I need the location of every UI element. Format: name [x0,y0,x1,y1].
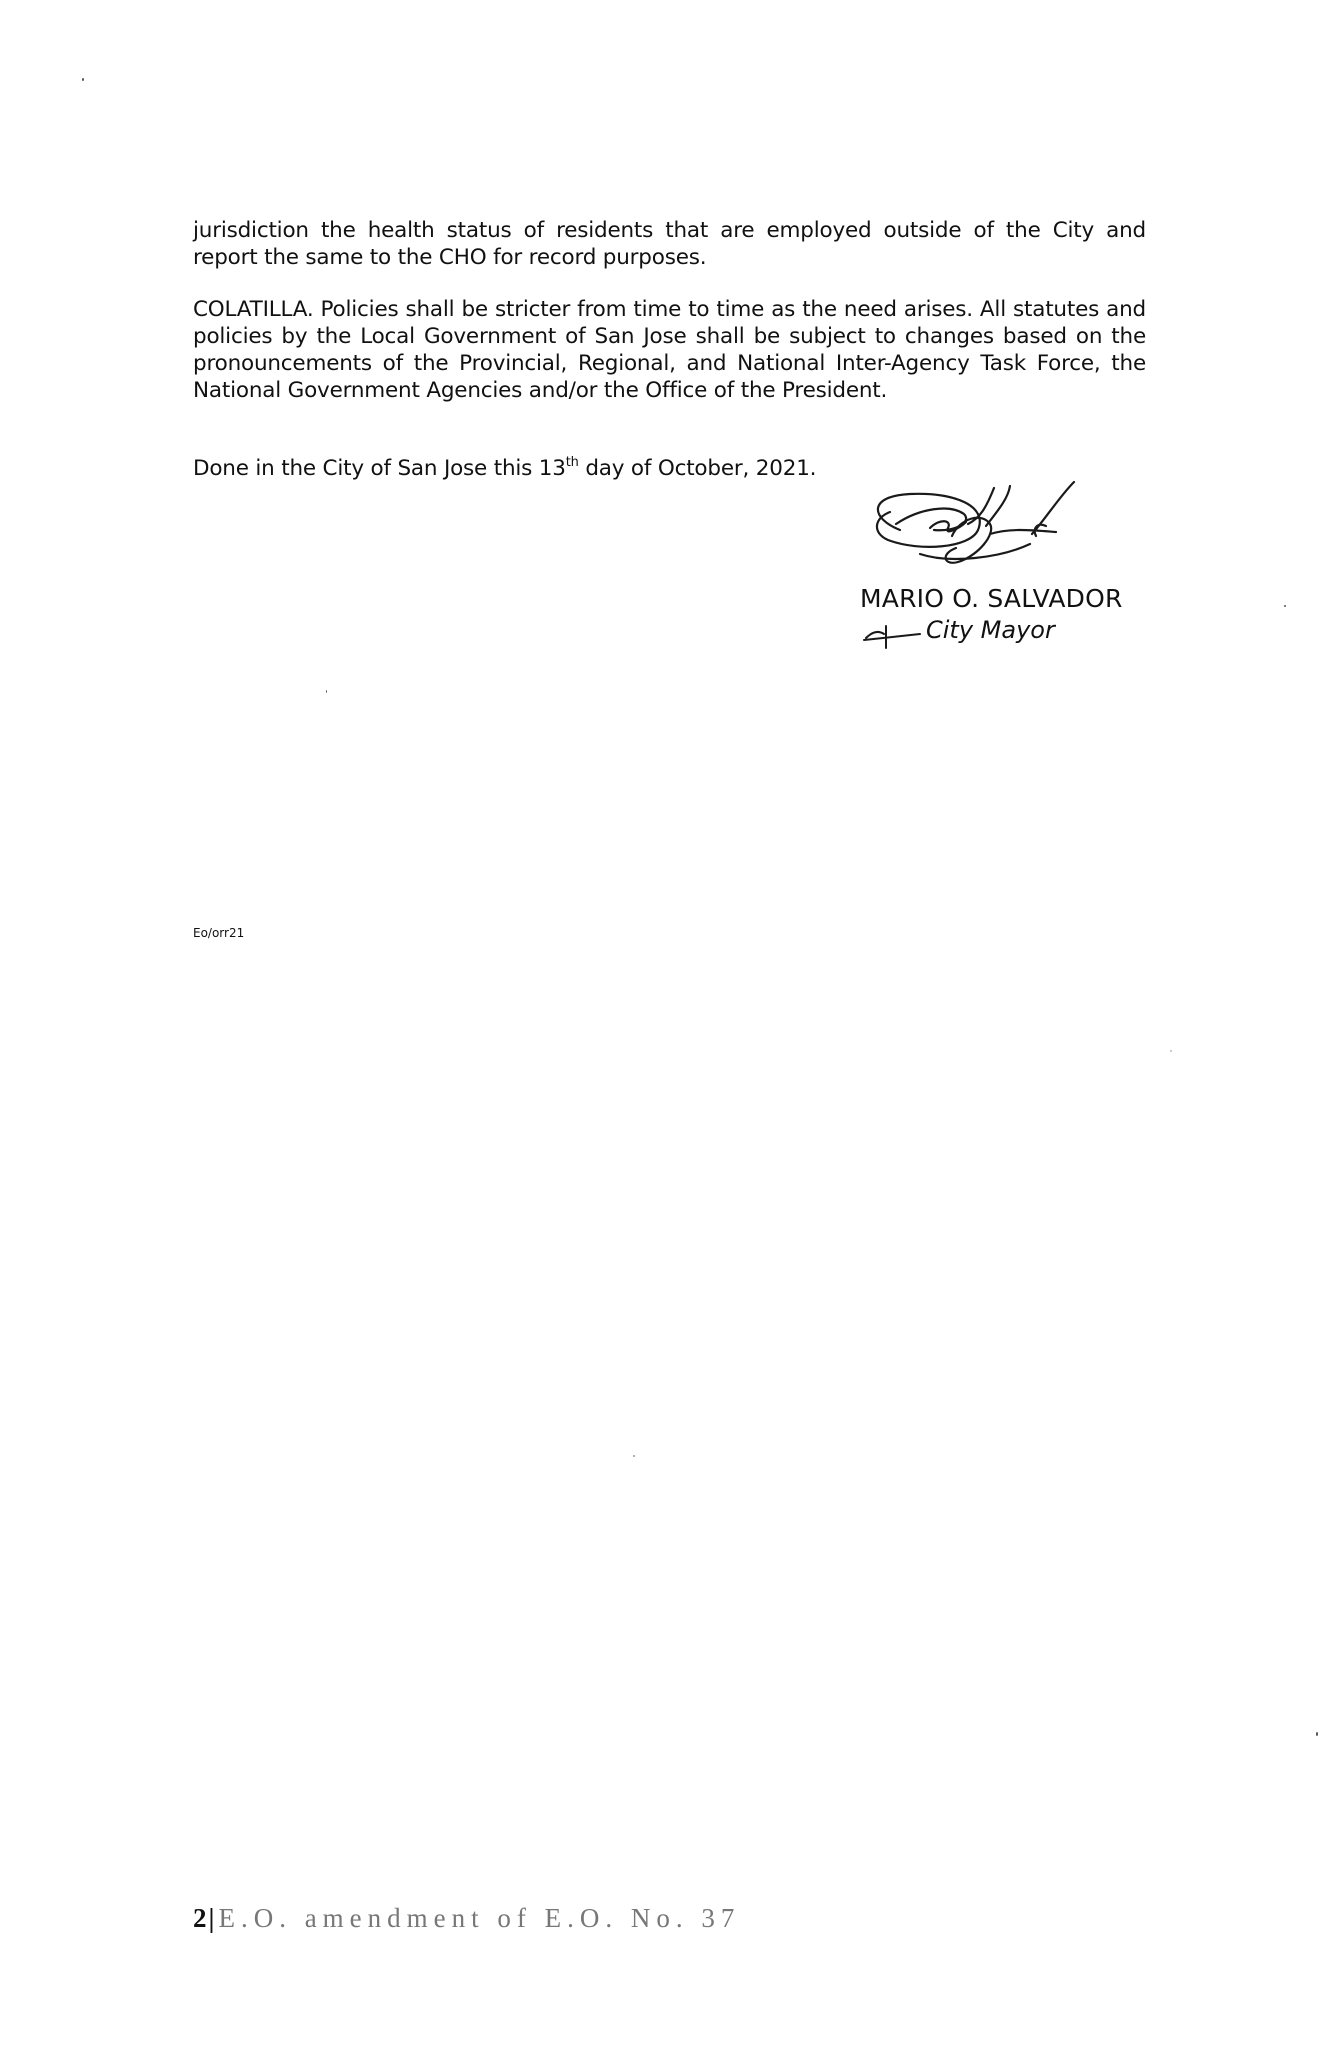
paragraph-colatilla: COLATILLA. Policies shall be stricter from time to time as the need arises. All statutes and policies by the Local Government of San Jose shall be subject to changes based on the pronouncements of the Provincial, Regional, and National Inter-Agency Task Force, the National Government Agencies and/or the Office of the President. [193,297,1146,403]
signatory-name: MARIO O. SALVADOR [860,584,1123,613]
scan-speck [1170,1050,1172,1052]
footer-title: E.O. amendment of E.O. No. 37 [218,1903,741,1933]
scan-speck [326,690,327,693]
scan-speck [633,1455,635,1457]
scan-speck [1316,1732,1318,1736]
scan-speck [1284,605,1286,607]
signature-flourish [862,620,922,650]
page-footer [193,1903,740,1934]
page-number: 2 [193,1903,207,1933]
handwritten-signature [860,478,1100,588]
footer-separator: | [208,1903,217,1933]
paragraph-jurisdiction: jurisdiction the health status of residents that are employed outside of the City and report the same to the CHO for record purposes. [193,218,1146,270]
done-in-text: Done in the City of San Jose this 13 [193,456,566,481]
scan-speck [82,78,84,81]
day-suffix: th [565,455,579,470]
signatory-title: City Mayor [926,616,1055,644]
reference-code: Eo/orr21 [193,926,245,940]
done-in-date: day of October, 2021. [578,456,817,481]
